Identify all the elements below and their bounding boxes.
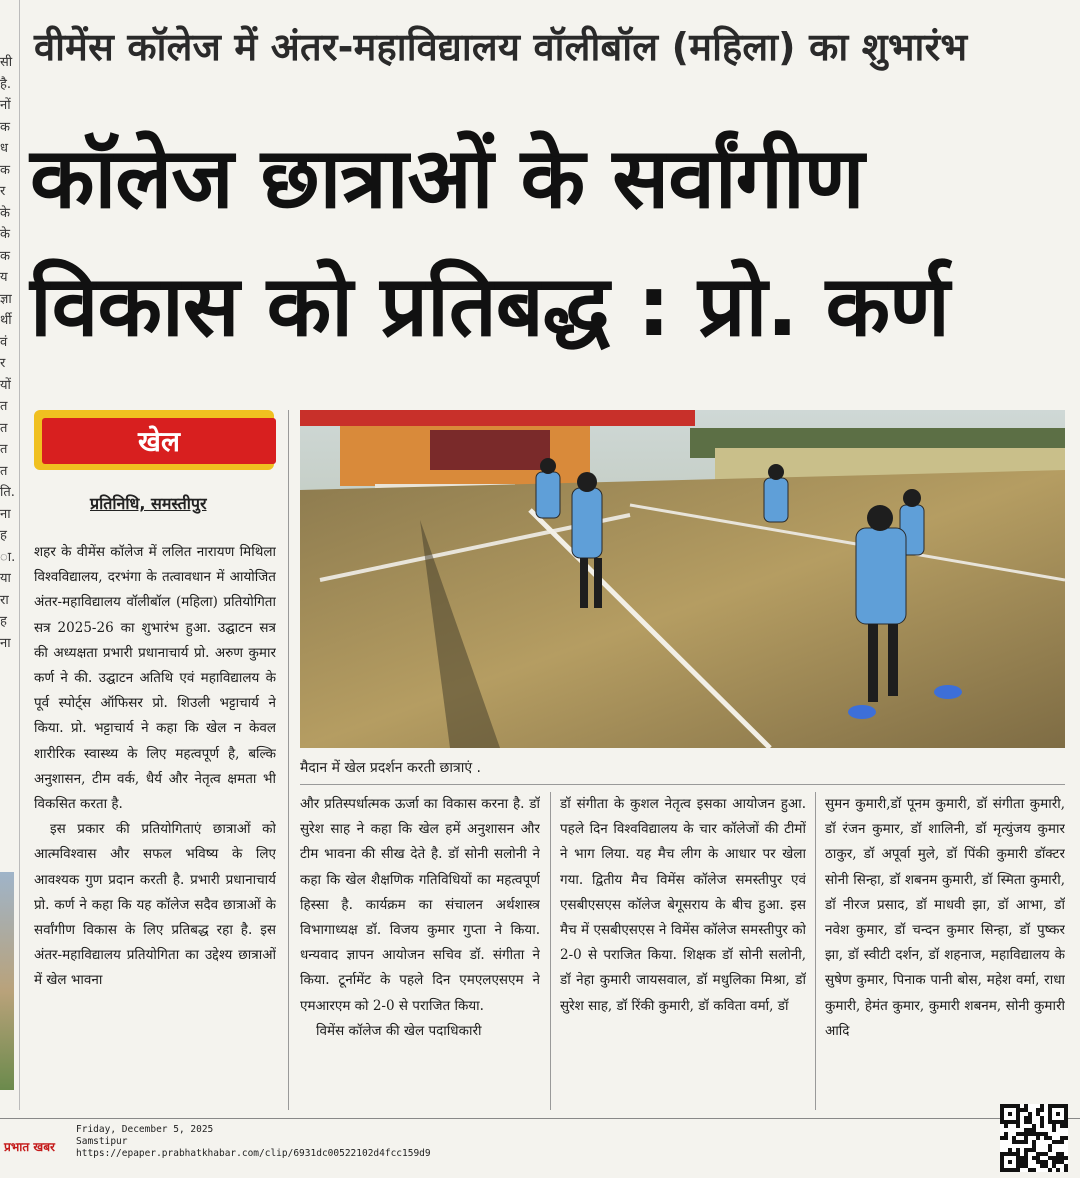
adjacent-photo-fragment [0,872,14,1090]
kicker-headline: वीमेंस कॉलेज में अंतर-महाविद्यालय वॉलीबॉल (महिला) का शुभारंभ [34,25,968,69]
strip-fragment: है. [0,76,12,92]
paragraph: शहर के वीमेंस कॉलेज में ललित नारायण मिथिला विश्वविद्यालय, दरभंगा के तत्वावधान में आयोजित अंतर-महाविद्यालय वॉलीबॉल (महिला) प्रतियोगिता सत्र 2025-26 का शुभारंभ हुआ. उद्घाटन सत्र की अध्यक्षता प्रभारी प्रधानाचार्य प्रो. अरुण कुमार कर्ण ने की. उद्घाटन अतिथि एवं महाविद्यालय के पूर्व स्पोर्ट्स ऑफिसर प्रो. शिउली भट्टाचार्य ने किया. प्रो. भट्टाचार्य ने कहा कि खेल न केवल शारीरिक स्वास्थ्य के लिए महत्वपूर्ण है, बल्कि अनुशासन, टीम वर्क, धैर्य और नेतृत्व क्षमता भी विकसित करता है. [34,544,276,813]
article-column-2 [300,792,540,1112]
article-column-4 [825,792,1065,1112]
brand-name: प्रभात खबर [4,1140,55,1154]
column-divider [550,792,551,1110]
strip-fragment: के [0,205,10,221]
paragraph: और प्रतिस्पर्धात्मक ऊर्जा का विकास करना है. डॉ सुरेश साह ने कहा कि खेल हमें अनुशासन और टीम भावना की सीख देते है. डॉ सोनी सलोनी ने कहा कि खेल शैक्षणिक गतिविधियों का महत्वपूर्ण हिस्सा है. कार्यक्रम का संचालन अर्थशास्त्र विभागाध्यक्ष डॉ. विजय कुमार गुप्ता ने किया. धन्यवाद ज्ञापन आयोजन सचिव डॉ. संगीता ने किया. टूर्नामेंट के पहले दिन एमएलएसएम ने एमआरएम को 2-0 से पराजित किया. [300,796,540,1014]
clip-date: Friday, December 5, 2025 [76,1124,214,1135]
strip-fragment: ह [0,614,7,629]
footer-divider [0,1118,1080,1119]
paragraph: डॉ संगीता के कुशल नेतृत्व इसका आयोजन हुआ. पहले दिन विश्वविद्यालय के चार कॉलेजों की टीमों ने भाग लिया. यह मैच लीग के आधार पर खेला गया. द्वितीय मैच विमेंस कॉलेज समस्तीपुर एवं एसबीएसएस कॉलेज बेगूसराय के बीच हुआ. इस मैच में एसबीएसएस ने विमेंस कॉलेज समस्तीपुर को 2-0 से पराजित किया. शिक्षक डॉ सोनी सलोनी, डॉ नेहा कुमारी जायसवाल, डॉ मधुलिका मिश्रा, डॉ सुरेश साह, डॉ रिंकी कुमारी, डॉ कविता वर्मा, डॉ [560,796,806,1014]
strip-fragment: ज्ञा [0,291,12,307]
strip-fragment: नों [0,98,11,113]
paragraph: विमेंस कॉलेज की खेल पदाधिकारी [316,1022,482,1039]
strip-fragment: ा. [0,549,16,565]
strip-fragment: ना [0,506,11,522]
clip-metadata [76,1124,431,1160]
column-divider [815,792,816,1110]
caption-divider [300,784,1065,785]
photo-illustration [300,410,1065,748]
article-column-3 [560,792,806,1112]
column-divider [288,410,289,1110]
strip-fragment: सी [0,55,13,70]
article-column-1 [34,540,276,1112]
paragraph: इस प्रकार की प्रतियोगिताएं छात्राओं को आत्मविश्वास और सफल भविष्य के लिए आवश्यक गुण प्रदान करती है. प्रभारी प्रधानाचार्य प्रो. कर्ण ने कहा कि यह कॉलेज सदैव छात्राओं के सर्वांगीण विकास के लिए प्रतिबद्ध रहा है. इस अंतर-महाविद्यालय प्रतियोगिता का उद्देश्य छात्राओं में खेल भावना [34,821,276,989]
strip-fragment: क [0,119,10,135]
section-tag: खेल [42,418,276,464]
headline-line-2: विकास को प्रतिबद्ध : प्रो. कर्ण [30,257,949,355]
strip-fragment: ह [0,528,7,543]
qr-code-graphic [1000,1104,1068,1172]
paragraph: सुमन कुमारी,डॉ पूनम कुमारी, डॉ संगीता कुमारी, डॉ रंजन कुमार, डॉ शालिनी, डॉ मृत्युंजय कुमार ठाकुर, डॉ अपूर्वा मुले, डॉ पिंकी कुमारी डॉक्टर सोनी सिन्हा, डॉ शबनम कुमारी, डॉ स्मिता कुमारी, डॉ नीरज प्रसाद, डॉ माधवी झा, डॉ आभा, डॉ नवेश कुमार, डॉ चन्दन कुमार सिन्हा, डॉ पुष्कर झा, डॉ स्वीटी दर्शन, डॉ शहनाज, महाविद्यालय के सुषेण कुमार, पिनाक पानी बोस, महेश वर्मा, राधा कुमारी, हेमंत कुमार, कुमारी शबनम, सोनी कुमारी आदि [825,796,1065,1039]
strip-fragment: त [0,463,8,479]
volleyball-match-photo [300,410,1065,748]
strip-fragment: रा [0,592,9,608]
strip-fragment: यों [0,377,11,393]
strip-fragment: य [0,270,8,285]
qr-code[interactable] [1000,1104,1068,1172]
clip-url[interactable]: https://epaper.prabhatkhabar.com/clip/6931dc00522102d4fcc159d9 [76,1148,431,1159]
strip-fragment: र [0,356,6,371]
strip-fragment: र [0,184,6,199]
headline-line-1: कॉलेज छात्राओं के सर्वांगीण [30,129,864,227]
strip-fragment: के [0,227,10,242]
strip-fragment: ध [0,141,8,156]
strip-fragment: त [0,420,8,436]
strip-fragment: ना [0,635,11,651]
byline: प्रतिनिधि, समस्तीपुर [90,494,207,513]
strip-fragment: क [0,248,10,264]
clip-edition: Samstipur [76,1136,128,1147]
strip-fragment: त [0,442,8,457]
strip-fragment: वं [0,334,8,350]
photo-caption: मैदान में खेल प्रदर्शन करती छात्राएं . [300,760,481,776]
strip-fragment: या [0,571,11,586]
strip-fragment: त [0,399,8,414]
strip-fragment: र्थी [0,313,12,328]
publication-logo [4,1138,55,1155]
strip-fragment: क [0,162,10,178]
strip-fragment: ति. [0,485,15,500]
